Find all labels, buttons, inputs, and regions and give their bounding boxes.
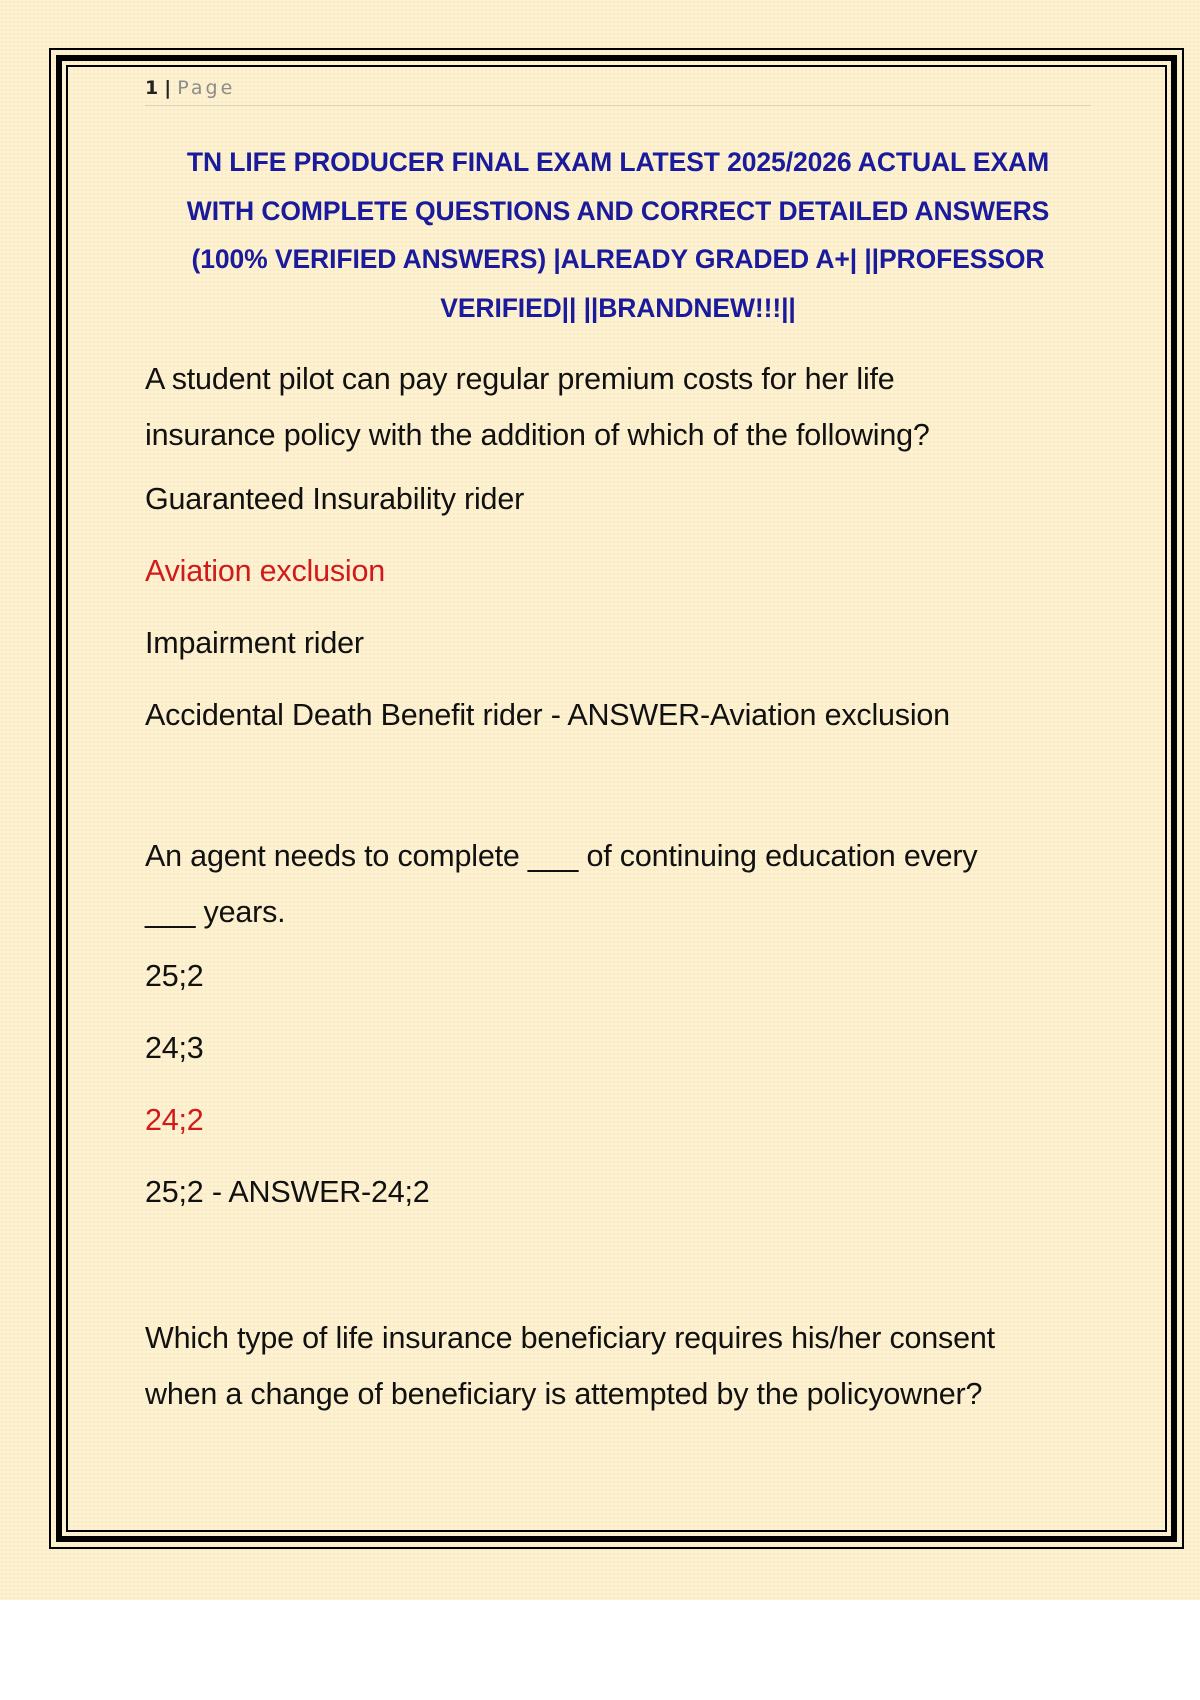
answer-option: 25;2	[145, 959, 204, 993]
question-text-line: insurance policy with the addition of which of the following?	[145, 418, 930, 452]
page-number: 1	[145, 77, 159, 99]
question-text-line: ___ years.	[145, 895, 286, 929]
question-block	[145, 828, 1091, 1218]
answer-option: 25;2 - ANSWER-24;2	[145, 1175, 430, 1209]
exam-content	[145, 351, 1091, 1422]
title-line: VERIFIED|| ||BRANDNEW!!!||	[440, 292, 796, 323]
answer-option-correct: 24;2	[145, 1103, 204, 1137]
question-text-line: Which type of life insurance beneficiary requires his/her consent	[145, 1321, 995, 1355]
answer-option: Impairment rider	[145, 626, 364, 660]
answer-option: 24;3	[145, 1031, 204, 1065]
answer-option-correct: Aviation exclusion	[145, 554, 385, 588]
title-line: TN LIFE PRODUCER FINAL EXAM LATEST 2025/2026 ACTUAL EXAM	[186, 147, 1050, 177]
question-text-line: when a change of beneficiary is attempted by the policyowner?	[145, 1377, 983, 1411]
title-line: (100% VERIFIED ANSWERS) |ALREADY GRADED A+| ||PROFESSOR	[191, 244, 1045, 274]
page-label: Page	[177, 77, 236, 99]
page-header	[145, 76, 1091, 106]
answer-option: Accidental Death Benefit rider - ANSWER-Aviation exclusion	[145, 698, 950, 732]
answer-option: Guaranteed Insurability rider	[145, 482, 525, 516]
question-block	[145, 1310, 1091, 1422]
title-line: WITH COMPLETE QUESTIONS AND CORRECT DETAILED ANSWERS	[186, 195, 1050, 226]
question-text-line: An agent needs to complete ___ of continuing education every	[145, 839, 978, 873]
question-block	[145, 351, 1091, 741]
document-title	[145, 138, 1091, 332]
question-text-line: A student pilot can pay regular premium costs for her life	[145, 362, 895, 396]
page-separator: |	[164, 77, 172, 99]
